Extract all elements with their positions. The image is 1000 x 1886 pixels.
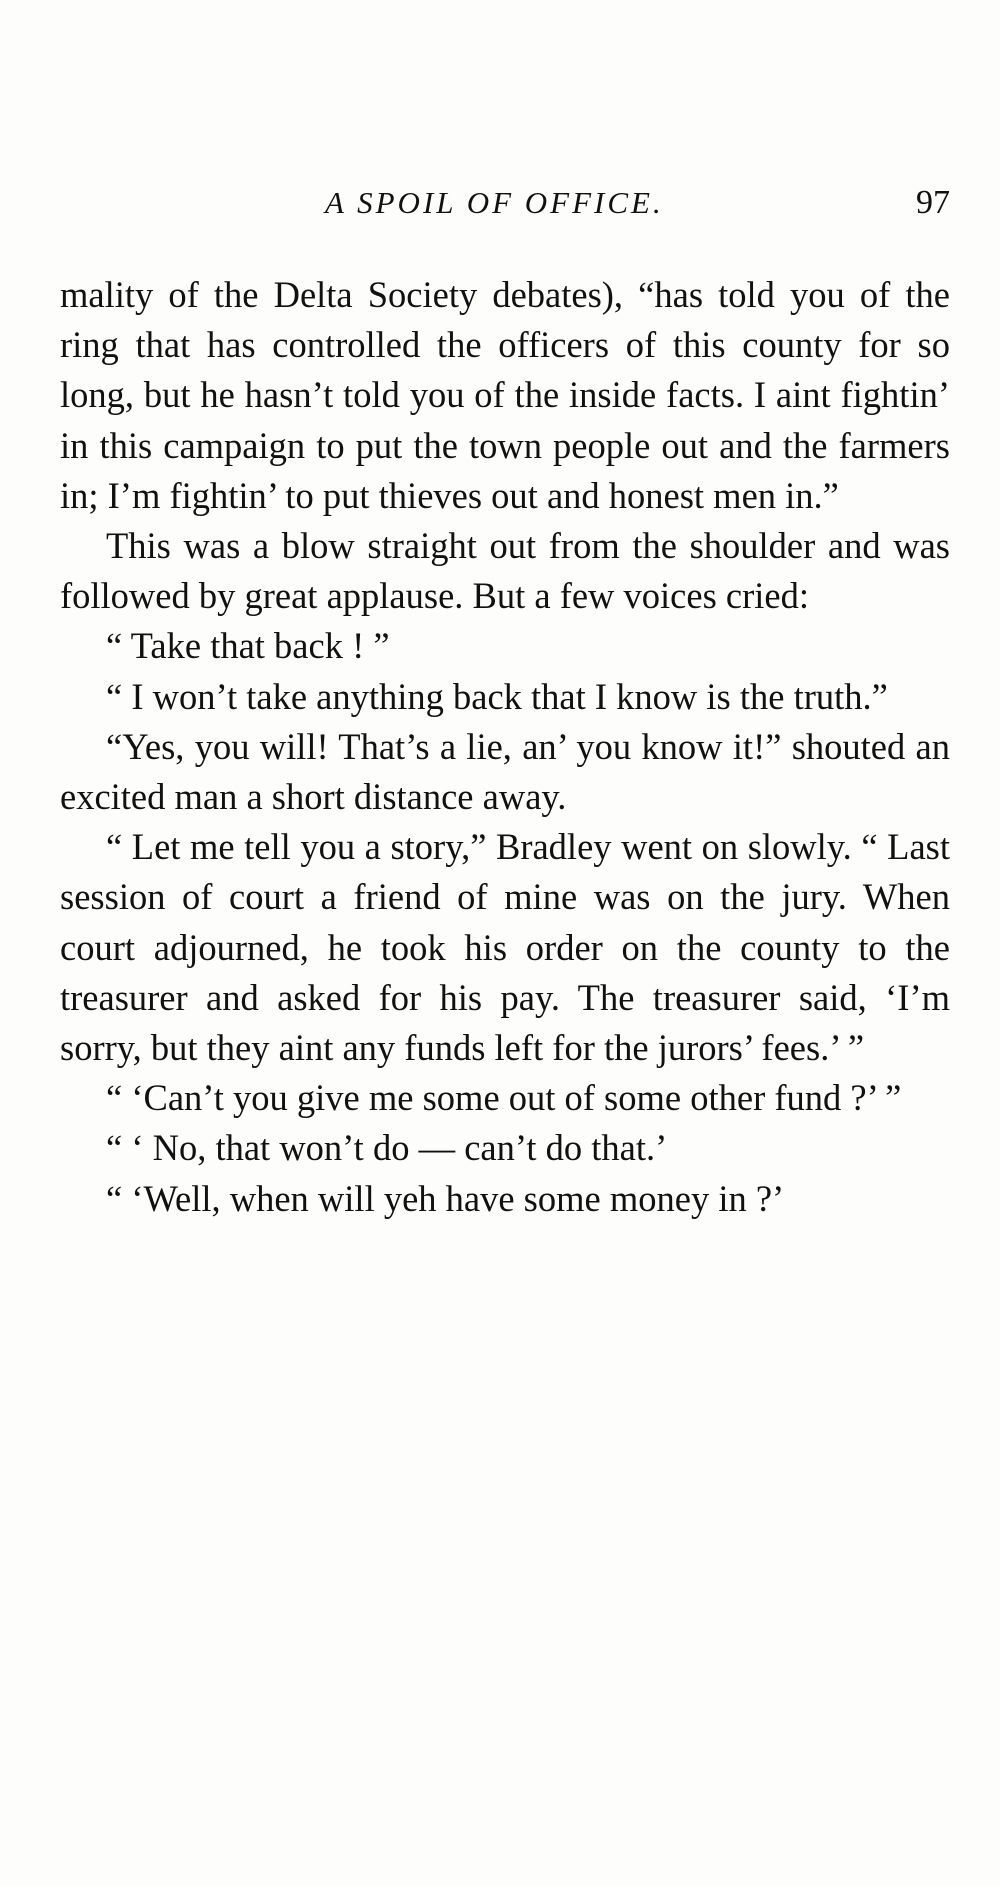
paragraph: “ Let me tell you a story,” Bradley went on slowly. “ Last session of court a friend of mine was on the jury. When court adjourned, he took his order on the county to the treasurer and asked for his pay. The treasurer said, ‘I’m sorry, but they aint any funds left for the jurors’ fees.’ ”: [60, 826, 950, 1069]
paragraph: “Yes, you will! That’s a lie, an’ you know it!” shouted an excited man a short distance away.: [60, 725, 950, 818]
running-title: A SPOIL OF OFFICE.: [325, 185, 664, 220]
paragraph: “ ‘Can’t you give me some out of some other fund ?’ ”: [106, 1077, 902, 1119]
paragraph: “ ‘ No, that won’t do — can’t do that.’: [106, 1127, 668, 1169]
running-head: [60, 178, 950, 228]
paragraph: “ I won’t take anything back that I know is the truth.”: [106, 675, 888, 717]
paragraph: “ ‘Well, when will yeh have some money in ?’: [106, 1177, 785, 1219]
paragraph: This was a blow straight out from the shoulder and was followed by great applause. But a few voices cried:: [60, 525, 950, 617]
page-number: 97: [916, 184, 950, 221]
body-text: [60, 270, 950, 1224]
paragraph-continued: mality of the Delta Society debates), “has told you of the ring that has controlled the officers of this county for so long, but he hasn’t told you of the inside facts. I aint fightin’ in this campaign to put the town people out and the farmers in; I’m fightin’ to put thieves out and honest men in.”: [60, 274, 950, 516]
paragraph: “ Take that back ! ”: [106, 625, 390, 667]
